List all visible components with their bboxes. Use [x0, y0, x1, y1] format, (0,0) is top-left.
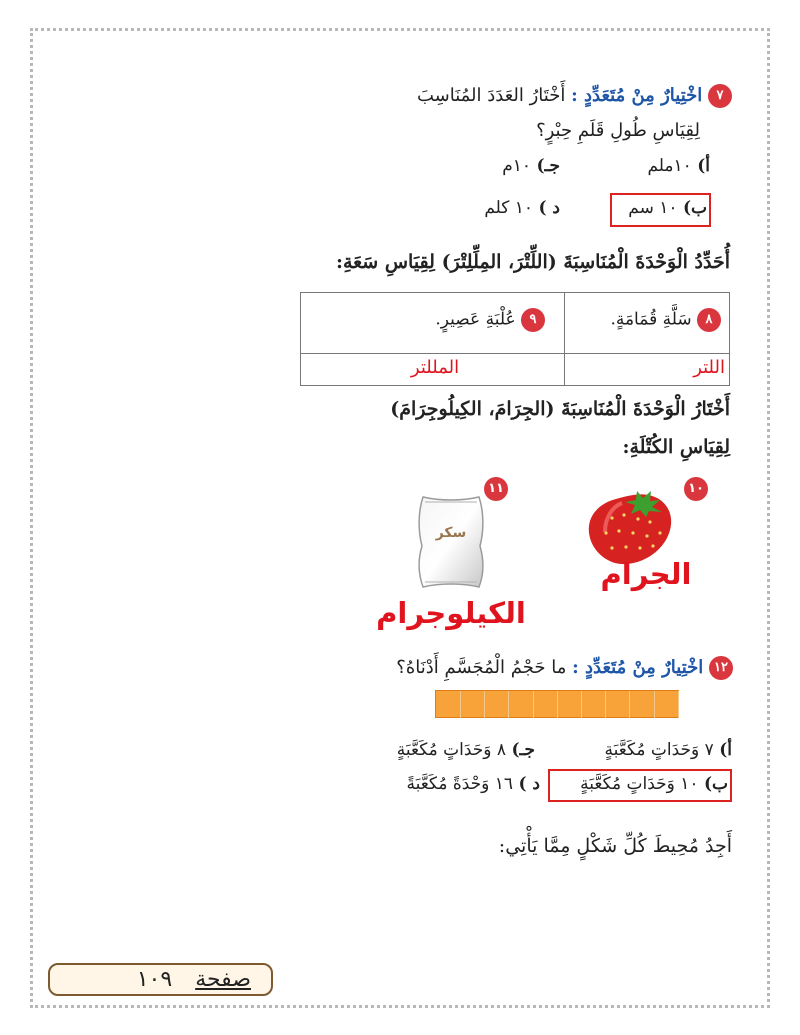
unit-cube — [533, 691, 558, 718]
option-7b[interactable] — [612, 198, 707, 218]
option-text: ١٠ سم — [628, 198, 678, 218]
capacity-table — [300, 292, 730, 386]
option-text: ١٦ وَحْدَةً مُكَعَّبَةً — [406, 774, 514, 794]
unit-cube — [484, 691, 509, 718]
answer-8: اللتر — [693, 357, 725, 378]
unit-cube — [557, 691, 582, 718]
answer-11: الكيلوجرام — [376, 596, 526, 630]
option-label: د ) — [538, 198, 560, 218]
question-8-text: سَلَّةِ قُمَامَةٍ. — [610, 309, 692, 330]
question-number-8: ٨ — [697, 308, 721, 332]
option-label: ب) — [703, 774, 728, 794]
option-label: د ) — [518, 774, 540, 794]
question-number-7: ٧ — [708, 84, 732, 108]
option-12d[interactable] — [374, 774, 540, 794]
question-number-9: ٩ — [521, 308, 545, 332]
sugar-bag-icon — [414, 494, 488, 590]
option-12a[interactable] — [550, 740, 732, 760]
mass-instruction-line2: لِقِيَاسِ الكُتْلَةِ: — [622, 436, 730, 458]
option-text: ٨ وَحَدَاتٍ مُكَعَّبَةٍ — [396, 740, 507, 760]
question-7-header — [382, 84, 732, 108]
question-7-text: أَخْتَارُ العَدَدَ المُنَاسِبَ — [416, 85, 566, 106]
option-12b[interactable] — [552, 774, 728, 794]
unit-cube — [654, 691, 679, 718]
option-label: جـ) — [511, 740, 535, 760]
unit-cube — [605, 691, 630, 718]
question-12-header — [345, 656, 733, 680]
answer-9: المللتر — [410, 357, 460, 378]
question-7-line2: لِقِيَاسِ طُولِ قَلَمِ حِبْرٍ؟ — [536, 120, 700, 141]
perimeter-instruction: أَجِدُ مُحِيطَ كُلِّ شَكْلٍ مِمَّا يَأْتِي: — [498, 835, 732, 857]
option-text: ١٠ كلم — [484, 198, 534, 218]
page-word: صفحة — [195, 967, 251, 992]
unit-cube — [581, 691, 606, 718]
option-label: جـ) — [536, 156, 560, 176]
strawberry-icon — [582, 487, 678, 567]
answer-10: الجرام — [600, 557, 692, 591]
option-label: أ) — [719, 740, 732, 760]
question-9-text: عُلْبَةِ عَصِيرٍ. — [435, 309, 516, 330]
cube-unit-bar — [435, 690, 679, 718]
question-12-heading: اخْتِيارٌ مِنْ مُتَعَدِّدٍ : — [572, 657, 704, 678]
page-number: ١٠٩ — [136, 967, 173, 992]
unit-cube — [630, 691, 655, 718]
unit-cube — [436, 691, 461, 718]
question-12-text: ما حَجْمُ الْمُجَسَّمِ أَدْنَاهُ؟ — [396, 657, 567, 678]
capacity-instruction: أُحَدِّدُ الْوَحْدَةَ الْمُنَاسِبَةَ (اللِّتْرَ، المِلِّلِتْرَ) لِقِيَاسِ سَعَةِ: — [335, 251, 730, 273]
unit-cube — [460, 691, 485, 718]
option-label: أ) — [697, 156, 710, 176]
page-number-tag — [48, 963, 273, 996]
question-8-cell — [571, 308, 721, 332]
table-divider-horizontal — [301, 353, 729, 354]
table-divider-vertical — [564, 293, 565, 385]
option-text: ١٠ملم — [647, 156, 692, 176]
option-7a[interactable] — [598, 156, 710, 176]
question-number-10: ١٠ — [684, 477, 708, 501]
question-7-heading: اخْتِيارٌ مِنْ مُتَعَدِّدٍ : — [571, 85, 703, 106]
option-7c[interactable] — [460, 156, 560, 176]
option-text: ١٠ وَحَدَاتٍ مُكَعَّبَةٍ — [580, 774, 699, 794]
option-text: ١٠م — [502, 156, 532, 176]
option-text: ٧ وَحَدَاتٍ مُكَعَّبَةٍ — [604, 740, 714, 760]
question-9-cell — [395, 308, 545, 332]
question-number-11: ١١ — [484, 477, 508, 501]
mass-instruction: أَخْتَارُ الْوَحْدَةَ الْمُنَاسِبَةَ (الجِرَامَ، الكِيلُوجِرَامَ) — [390, 398, 730, 420]
question-number-12: ١٢ — [709, 656, 733, 680]
option-7d[interactable] — [438, 198, 560, 218]
option-12c[interactable] — [370, 740, 535, 760]
page-number-text — [137, 967, 251, 992]
option-label: ب) — [682, 198, 707, 218]
sugar-bag-label: سكر — [435, 525, 467, 541]
unit-cube — [509, 691, 534, 718]
